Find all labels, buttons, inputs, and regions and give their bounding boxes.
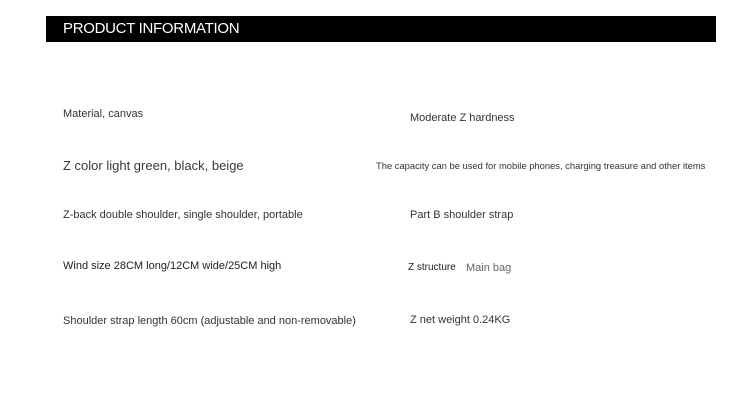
spec-net-weight: Z net weight 0.24KG bbox=[410, 314, 511, 326]
spec-hardness: Moderate Z hardness bbox=[410, 112, 515, 124]
spec-carry-style: Z-back double shoulder, single shoulder, portable bbox=[63, 209, 303, 221]
spec-material: Material, canvas bbox=[63, 108, 144, 120]
spec-structure-value: Main bag bbox=[466, 262, 512, 274]
spec-size: Wind size 28CM long/12CM wide/25CM high bbox=[63, 260, 282, 272]
spec-structure-label: Z structure bbox=[408, 262, 456, 273]
spec-capacity: The capacity can be used for mobile phones, charging treasure and other items bbox=[376, 160, 706, 171]
spec-color: Z color light green, black, beige bbox=[63, 158, 244, 173]
spec-strap-length: Shoulder strap length 60cm (adjustable and non-removable) bbox=[63, 315, 356, 327]
product-information-header bbox=[46, 16, 716, 42]
header-title: PRODUCT INFORMATION bbox=[63, 20, 240, 37]
spec-shoulder-strap: Part B shoulder strap bbox=[410, 209, 514, 221]
